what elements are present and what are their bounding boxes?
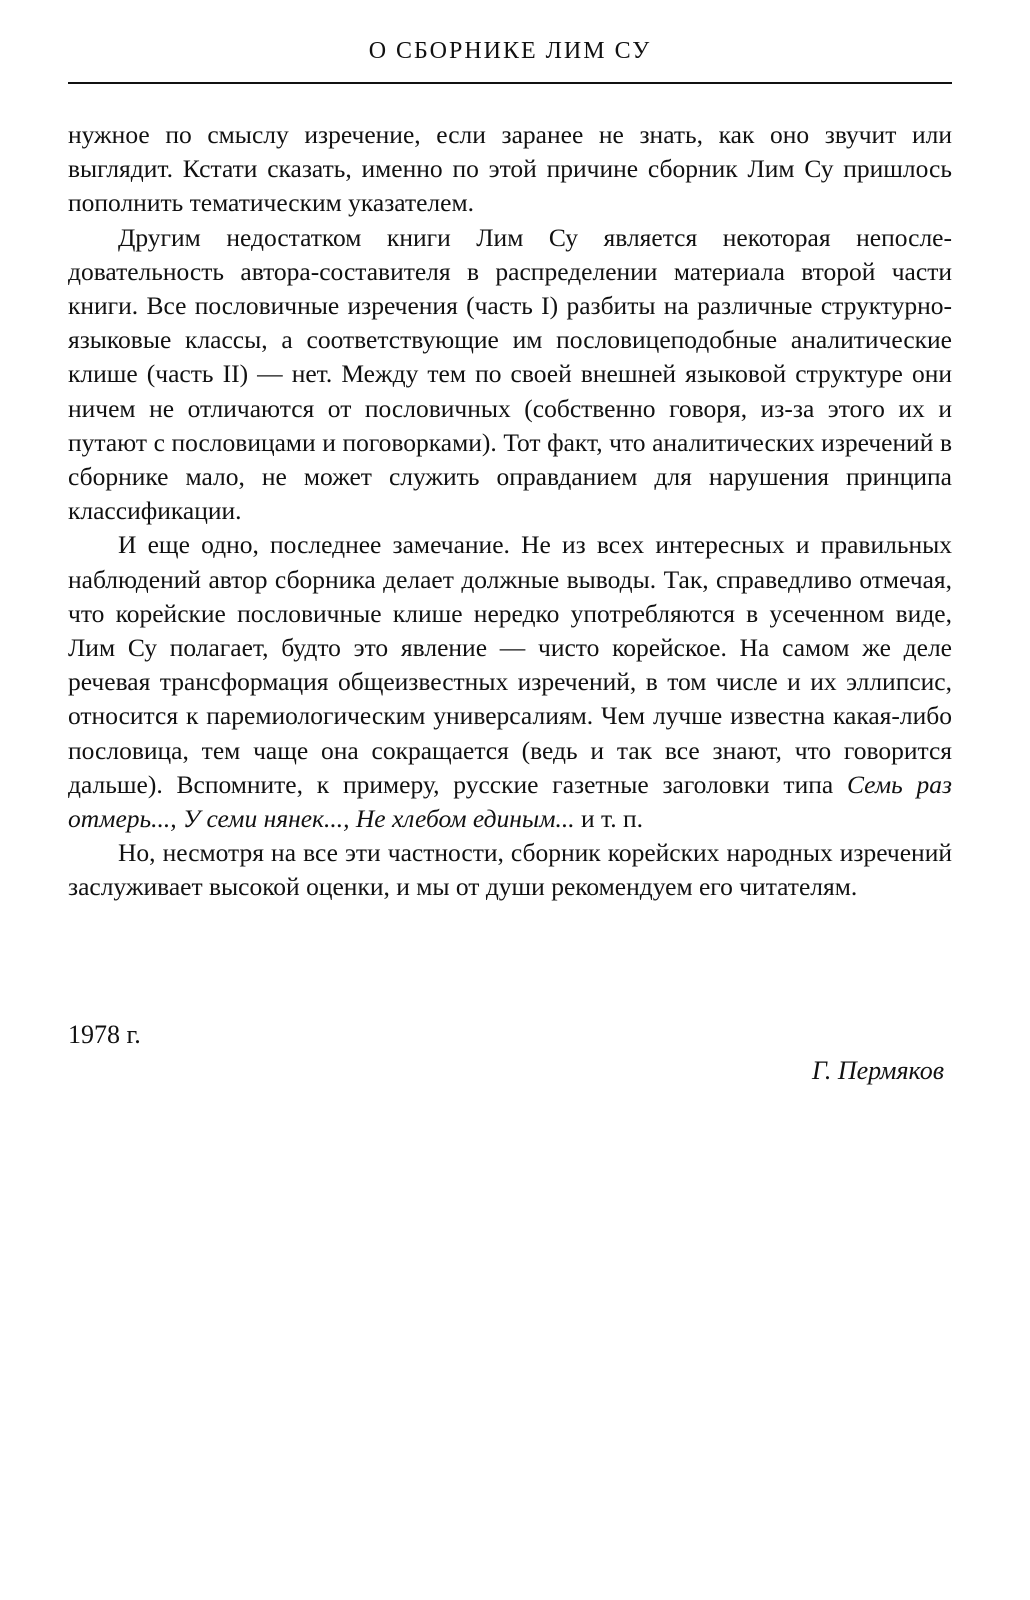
header-rule — [68, 82, 952, 84]
paragraph-3-tail: и т. п. — [580, 804, 643, 834]
document-page — [68, 0, 952, 1600]
date: 1978 г. — [68, 1020, 141, 1049]
paragraph-1: нужное по смыслу изречение, если заранее не знать, как оно звучит или выглядит. Кстати сказать, именно по этой причине сборник Лим Су пришлось пополнить тематическим указателем. — [68, 120, 952, 218]
author-signature: Г. Пермяков — [812, 1056, 944, 1085]
running-title: О СБОРНИКЕ ЛИМ СУ — [368, 38, 652, 64]
body-text — [68, 118, 952, 905]
headline-examples: Семь раз отмерь..., У семи нянек..., Не хлебом единым... — [68, 769, 952, 834]
paragraph-4: Но, несмотря на все эти частности, сборник корейских народных изречений заслуживает высокой оценки, и мы от души рекомендуем его читателям. — [68, 838, 952, 902]
paragraph-3 — [68, 528, 952, 836]
paragraph-2: Другим недостатком книги Лим Су является некоторая непоследовательность автора-составителя в распределении материала второй части книги. Все пословичные изречения (часть I) разбиты на различные структурно-языковые классы, а соответствующие им пословицеподобные аналитические клише (часть II) — нет. Между тем по своей внешней языковой структуре они ничем не отличаются от пословичных (собственно говоря, из-за этого их и путают с пословицами и поговорками). Тот факт, что аналитических изречений в сборнике мало, не может служить оправданием для нарушения принципа классификации. — [68, 222, 952, 526]
paragraph-3-lead: И еще одно, последнее замечание. Не из всех интересных и правильных наблюдений автор сборника делает должные выводы. Так, справедливо отмечая, что корейские пословичные клише нередко употребляются в усеченном виде, Лим Су полагает, будто это явление — чисто корейское. На самом же деле речевая трансформация общеизвестных изречений, в том числе и их эллипсис, относится к паремиологическим универсалиям. Чем лучше известна какая-либо пословица, тем чаще она сокращается (ведь и так все знают, что говорится дальше). Вспомните, к примеру, русские газетные заголовки типа — [68, 530, 952, 799]
